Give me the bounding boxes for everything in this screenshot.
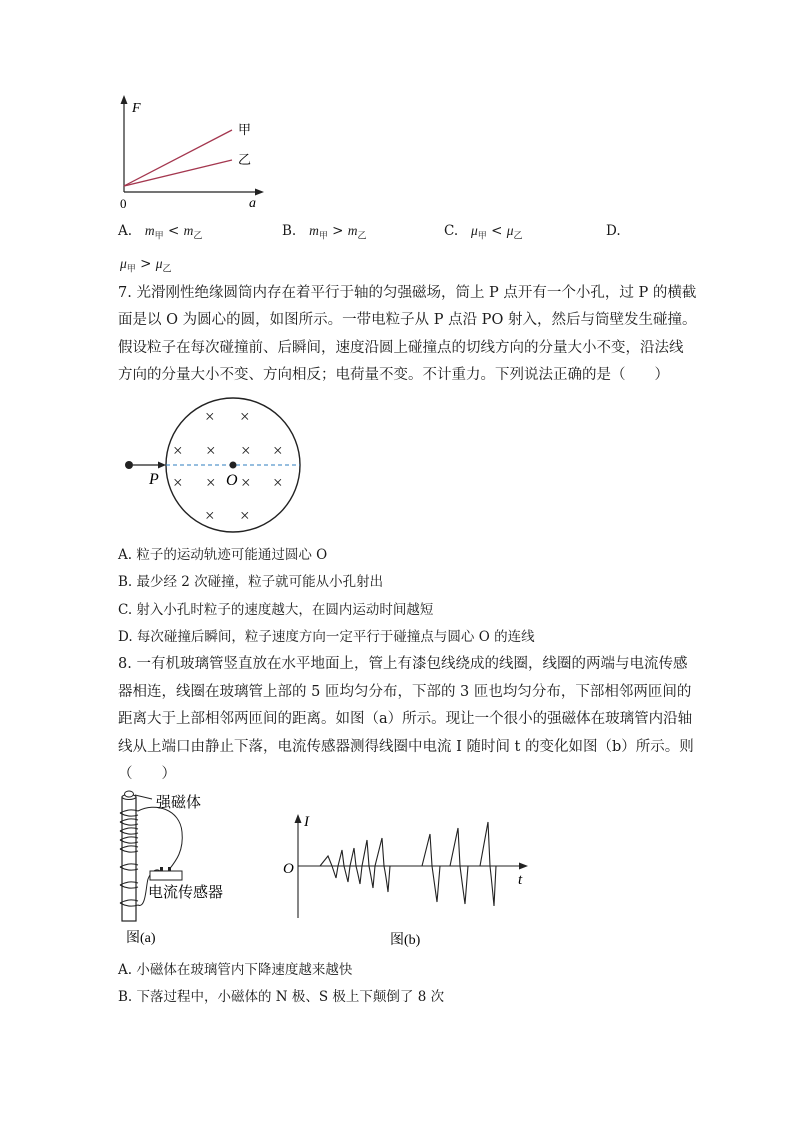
q8-option-b: B. 下落过程中，小磁体的 N 极、S 极上下颠倒了 8 次 [118,989,445,1005]
sensor-terminal [168,867,171,871]
field-mark: × [241,441,251,460]
q7-option-c: C. 射入小孔时粒子的速度越大，在圆内运动时间越短 [118,602,434,618]
q6-option-c: C. $\mu_甲 < \mu_乙$ [444,223,523,242]
sensor-terminal [160,867,163,871]
figure-b-current-graph [280,810,535,950]
q6-option-d-letter: D. [606,223,621,239]
q7-stem-line2: 面是以 O 为圆心的圆，如图所示。一带电粒子从 P 点沿 PO 射入，然后与筒壁发生碰撞。 [118,312,697,328]
upper-lead-wire [138,807,182,871]
point-o-label: O [226,472,238,489]
t-axis-label: t [518,872,523,888]
field-mark: × [273,473,283,492]
origin-label: 0 [120,196,127,211]
magnet-leader-line [135,795,152,799]
current-sensor [150,871,182,880]
field-mark: × [205,506,215,525]
field-mark: × [241,473,251,492]
line-yi [124,160,232,186]
field-mark: × [206,441,216,460]
center-point-o [230,462,237,469]
strong-magnet [125,791,134,797]
q7-option-a: A. 粒子的运动轨迹可能通过圆心 O [118,547,328,563]
a-axis-arrow [255,189,264,196]
line-jia [124,130,232,186]
sensor-label: 电流传感器 [148,885,224,901]
field-mark: × [273,441,283,460]
q8-stem-line4: 线从上端口由静止下落，电流传感器测得线圈中电流 I 随时间 t 的变化如图（b）所示。则 [118,739,694,755]
q7-stem-line4: 方向的分量大小不变、方向相反；电荷量不变。不计重力。下列说法正确的是（ ） [118,367,669,383]
current-waveform [320,822,496,906]
line-yi-label: 乙 [238,152,252,167]
field-mark: × [173,441,183,460]
i-axis-arrow [295,814,302,823]
point-p-label: P [149,471,159,488]
q6-option-d-body: $\mu_甲 > \mu_乙$ [120,256,172,275]
f-axis-arrow [121,95,128,104]
q7-stem-line3: 假设粒子在每次碰撞前、后瞬间，速度沿圆上碰撞点的切线方向的分量大小不变，沿法线 [118,340,684,356]
magnetic-field-marks [173,407,283,525]
figure-a-apparatus [110,787,260,952]
incoming-particle [125,461,133,469]
velocity-arrowhead [158,462,166,469]
t-axis-arrow [519,863,528,870]
magnet-label: 强磁体 [156,795,202,811]
figure-a-caption: 图(a) [126,931,156,946]
field-mark: × [173,473,183,492]
q6-option-a: A. $m_甲 < m_乙$ [118,223,203,242]
i-axis-label: I [304,814,309,830]
q8-stem-line5: （ ） [118,766,176,782]
line-jia-label: 甲 [238,122,252,137]
q7-stem-line1: 7. 光滑刚性绝缘圆筒内存在着平行于轴的匀强磁场，筒上 P 点开有一个小孔，过 P 的横截 [118,285,697,301]
f-axis-label: F [132,101,141,116]
q6-option-b: B. $m_甲 > m_乙$ [282,223,367,242]
field-mark: × [206,473,216,492]
force-acceleration-graph [110,92,270,212]
field-mark: × [240,506,250,525]
a-axis-label: a [249,196,256,211]
field-mark: × [205,407,215,426]
cylinder-figure [118,393,318,543]
figure-b-caption: 图(b) [390,933,421,948]
origin-o-label: O [283,861,294,877]
q7-option-b: B. 最少经 2 次碰撞，粒子就可能从小孔射出 [118,574,384,590]
q8-stem-line3: 距离大于上部相邻两匝间的距离。如图（a）所示。现让一个很小的强磁体在玻璃管内沿轴 [118,711,693,727]
q8-stem-line1: 8. 一有机玻璃管竖直放在水平地面上，管上有漆包线绕成的线圈，线圈的两端与电流传感 [118,656,688,672]
q8-stem-line2: 器相连，线圈在玻璃管上部的 5 匝均匀分布，下部的 3 匝也均匀分布，下部相邻两匝间的 [118,684,692,700]
q8-option-a: A. 小磁体在玻璃管内下降速度越来越快 [118,962,353,978]
field-mark: × [240,407,250,426]
q7-option-d: D. 每次碰撞后瞬间，粒子速度方向一定平行于碰撞点与圆心 O 的连线 [118,629,535,645]
